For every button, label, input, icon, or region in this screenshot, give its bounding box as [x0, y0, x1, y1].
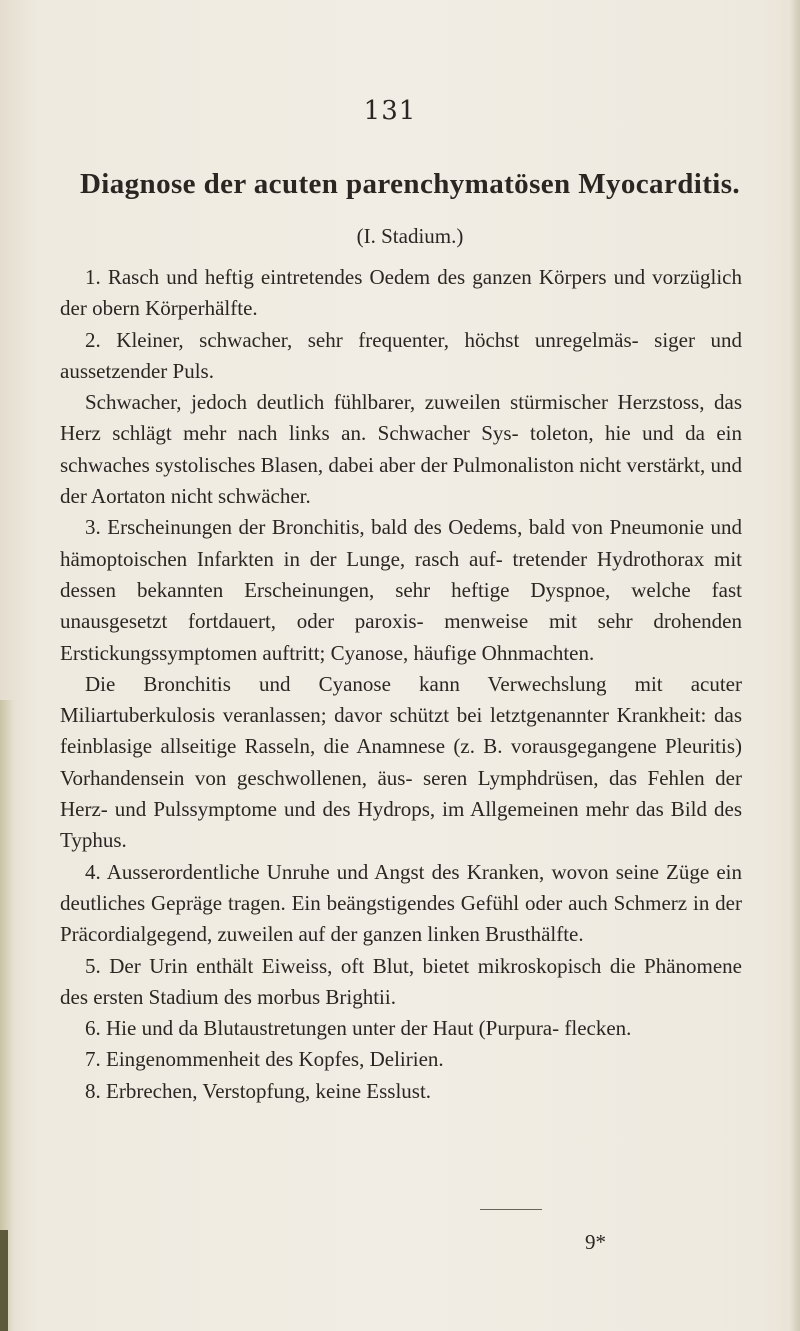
paragraph-3: Schwacher, jedoch deutlich fühlbarer, zuweilen stürmischer Herzstoss, das Herz schlägt mehr nach links an. Schwacher Sys- toleton, hie und da ein schwaches systolisches Blasen, dabei aber der Pulmonaliston nicht verstärkt, und der Aortaton nicht schwächer.	[60, 390, 742, 509]
footer-rule	[480, 1209, 542, 1210]
paragraph-5: Die Bronchitis und Cyanose kann Verwechslung mit acuter Miliartuberkulosis veranlassen; davor schützt bei letztgenannter Krankheit: das feinblasige allseitige Rasseln, die Anamnese (z. B. vorausgegangene Pleuritis) Vorhandensein von geschwollenen, äus- seren Lymphdrüsen, das Fehlen der Herz- und Pulssymptome und des Hydrops, im Allgemeinen mehr das Bild des Typhus.	[60, 671, 742, 853]
paragraph-7: 5. Der Urin enthält Eiweiss, oft Blut, bietet mikroskopisch die Phänomene des ersten Stadium des morbus Brightii.	[60, 953, 742, 1009]
page-title: Diagnose der acuten parenchymatösen Myocarditis.	[79, 168, 741, 200]
page-edge-stain	[0, 1230, 8, 1331]
page-gutter-shadow	[790, 0, 800, 1331]
paragraph-9: 7. Eingenommenheit des Kopfes, Delirien.	[85, 1047, 444, 1072]
paragraph-2: 2. Kleiner, schwacher, sehr frequenter, höchst unregelmäs- siger und aussetzender Puls.	[60, 327, 742, 383]
paragraph-4: 3. Erscheinungen der Bronchitis, bald des Oedems, bald von Pneumonie und hämoptoischen Infarkten in der Lunge, rasch auf- tretender Hydrothorax mit dessen bekannten Erscheinungen, sehr heftige Dyspnoe, welche fast unausgesetzt fortdauert, oder paroxis- menweise mit sehr drohenden Erstickungssymptomen auftritt; Cyanose, häufige Ohnmachten.	[60, 515, 742, 665]
body-text	[60, 262, 742, 1107]
page-number: 131	[363, 96, 417, 126]
page-subtitle: (I. Stadium.)	[356, 224, 464, 248]
paragraph-6: 4. Ausserordentliche Unruhe und Angst des Kranken, wovon seine Züge ein deutliches Gepräge tragen. Ein beängstigendes Gefühl oder auch Schmerz in der Präcordialgegend, zuweilen auf der ganzen linken Brusthälfte.	[60, 859, 742, 947]
paragraph-1: 1. Rasch und heftig eintretendes Oedem des ganzen Körpers und vorzüglich der obern Körperhälfte.	[60, 265, 742, 321]
signature-mark: 9*	[585, 1230, 606, 1254]
paragraph-8: 6. Hie und da Blutaustretungen unter der Haut (Purpura- flecken.	[85, 1016, 632, 1041]
paragraph-10: 8. Erbrechen, Verstopfung, keine Esslust.	[85, 1078, 432, 1103]
